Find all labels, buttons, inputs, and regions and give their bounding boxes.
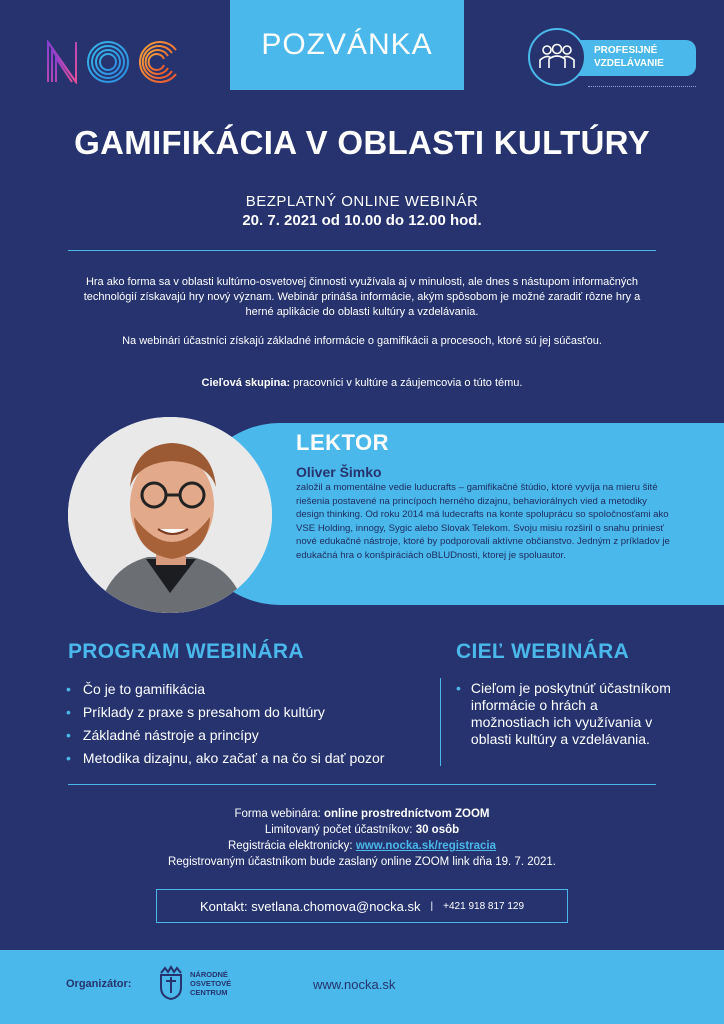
form-line: Forma webinára: online prostredníctvom ZOOM	[234, 808, 490, 820]
people-icon-circle	[528, 28, 586, 86]
list-item: • Metodika dizajnu, ako začať a na čo si dať pozor	[66, 747, 384, 770]
bullet-icon: •	[66, 681, 71, 697]
divider-bottom	[68, 784, 656, 785]
list-item: • Základné nástroje a princípy	[66, 724, 384, 747]
people-icon	[537, 42, 577, 72]
bullet-icon: •	[66, 750, 71, 766]
webinar-info	[0, 806, 724, 870]
webinar-date: 20. 7. 2021 od 10.00 do 12.00 hod.	[242, 212, 482, 229]
profession-badge-line1: PROFESIJNÉ	[594, 45, 658, 56]
lecturer-heading: LEKTOR	[296, 430, 390, 455]
lecturer-name: Oliver Šimko	[296, 464, 382, 480]
bullet-icon: •	[456, 680, 461, 696]
list-item: • Príklady z praxe s presahom do kultúry	[66, 701, 384, 724]
target-group-text: pracovníci v kultúre a záujemcovia o túto tému.	[290, 377, 523, 389]
profession-badge-line2: VZDELÁVANIE	[594, 58, 664, 69]
contact-phone[interactable]: +421 918 817 129	[443, 900, 525, 912]
goal-heading: CIEĽ WEBINÁRA	[456, 640, 630, 663]
registration-line: Registrácia elektronicky: www.nocka.sk/registracia	[227, 840, 497, 852]
program-list	[66, 678, 384, 770]
contact-email[interactable]: Kontakt: svetlana.chomova@nocka.sk	[199, 898, 421, 914]
target-group	[60, 377, 664, 389]
lecturer-portrait	[68, 417, 272, 613]
lecturer-photo	[68, 417, 272, 613]
invitation-badge	[230, 0, 464, 90]
contact-separator: |	[430, 900, 434, 912]
list-item: • Čo je to gamifikácia	[66, 678, 384, 701]
noc-logo	[46, 40, 180, 84]
contact-box	[156, 889, 568, 923]
footer-website-link[interactable]: www.nocka.sk	[313, 977, 396, 992]
page-title: GAMIFIKÁCIA V OBLASTI KULTÚRY	[74, 124, 650, 161]
webinar-subtitle: BEZPLATNÝ ONLINE WEBINÁR	[245, 193, 479, 210]
dotted-divider	[588, 86, 696, 87]
bullet-icon: •	[66, 727, 71, 743]
lecturer-bio: založil a momentálne vedie luducrafts – gamifikačné štúdio, ktoré vyvíja na mieru šité riešenia postavené na princípoch herného dizajnu, behaviorálnych vied a metodiky design thinking. Od roku 2014 má ludecrafts na konte spoluprácu so spoločnosťami ako VSE Holding, innogy, Sygic alebo Slovak Telekom. Svoju misiu rozširil o snahu priniesť nové edukačné nástroje, ktoré by podporovali aktívne občianstvo. Jedným z príkladov je edukačná hra o konšpiráciách oBLUDnosti, ktorej je spoluautor.	[296, 482, 670, 561]
intro-paragraph-2: Na webinári účastníci získajú základné informácie o gamifikácii a procesoch, ktoré sú jej súčasťou.	[122, 335, 602, 347]
noc-crest-icon	[158, 965, 184, 1001]
professional-education-badge	[528, 28, 698, 88]
registration-link[interactable]: www.nocka.sk/registracia	[355, 840, 497, 852]
bullet-icon: •	[66, 704, 71, 720]
target-group-label: Cieľová skupina:	[201, 377, 291, 389]
organizer-label: Organizátor:	[66, 978, 132, 990]
organizer-name: NÁRODNÉ OSVETOVÉ CENTRUM	[190, 970, 232, 997]
vertical-divider	[440, 678, 441, 766]
divider-top	[68, 250, 656, 251]
program-heading: PROGRAM WEBINÁRA	[68, 640, 304, 663]
invitation-badge-text: POZVÁNKA	[261, 28, 433, 61]
zoom-note: Registrovaným účastníkom bude zaslaný online ZOOM link dňa 19. 7. 2021.	[167, 856, 556, 868]
goal-item	[456, 680, 676, 748]
goal-text: Cieľom je poskytnúť účastníkom informácie o hrách a možnostiach ich využívania v oblasti kultúry a vzdelávania.	[470, 680, 671, 747]
intro-paragraph: Hra ako forma sa v oblasti kultúrno-osvetovej činnosti využívala aj v minulosti, ale dnes s nástupom informačných technológií získavajú hry nový význam. Webinár prináša informácie, akým spôsobom je možné zaradiť rôzne hry a herné aplikácie do oblasti kultúry a vzdelávania.	[83, 276, 641, 318]
limit-line: Limitovaný počet účastníkov: 30 osôb	[264, 824, 460, 836]
